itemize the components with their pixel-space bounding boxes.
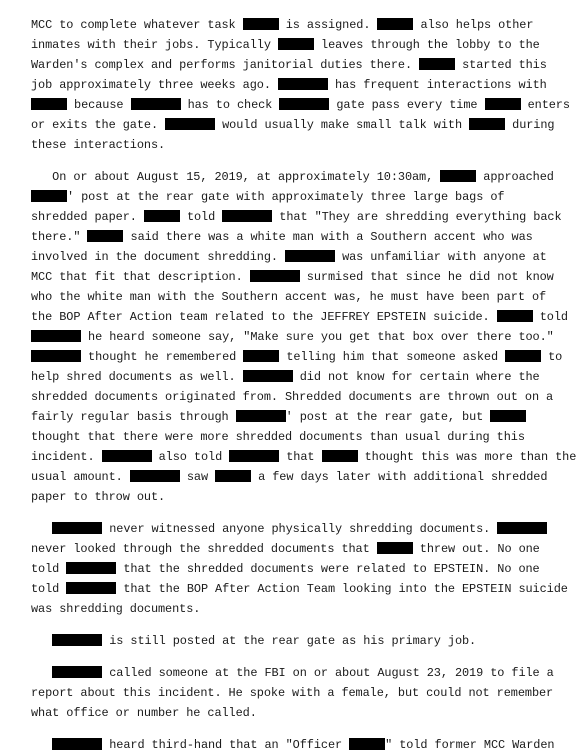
line-text: was unfamiliar with anyone at: [335, 250, 547, 264]
line-text: Warden's complex and performs janitorial duties there.: [31, 58, 420, 72]
text-line: [31, 519, 547, 539]
redaction-block: [250, 270, 300, 282]
line-text: telling him that someone asked: [279, 350, 506, 364]
redaction-block: [279, 98, 329, 110]
redaction-block: [31, 190, 67, 202]
line-text: job approximately three weeks ago.: [31, 78, 278, 92]
line-text: On or about August 15, 2019, at approximately 10:30am,: [31, 170, 441, 184]
text-line: [31, 599, 200, 619]
line-text: usual amount.: [31, 470, 130, 484]
line-text: thought this was more than the: [357, 450, 576, 464]
line-text: who the white man with the Southern accent was, he must have been part of: [31, 290, 547, 304]
text-line: [31, 15, 533, 35]
redaction-block: [243, 18, 279, 30]
text-line: [31, 35, 540, 55]
text-line: [31, 407, 526, 427]
redaction-block: [497, 522, 547, 534]
line-text: that "They are shredding everything back: [272, 210, 562, 224]
line-text: during: [505, 118, 555, 132]
line-text: shredded documents originated from. Shredded documents are thrown out on a: [31, 390, 554, 404]
redaction-block: [278, 38, 314, 50]
text-line: [31, 55, 547, 75]
text-line: [31, 135, 165, 155]
redaction-block: [130, 470, 180, 482]
line-text: fairly regular basis through: [31, 410, 236, 424]
line-text: thought that there were more shredded documents than usual during this: [31, 430, 525, 444]
line-text: there.": [31, 230, 88, 244]
text-line: [31, 247, 547, 267]
line-text: [31, 738, 52, 752]
redaction-block: [243, 350, 279, 362]
line-text: gate pass every time: [329, 98, 485, 112]
redaction-block: [278, 78, 328, 90]
redaction-block: [419, 58, 455, 70]
line-text: approached: [476, 170, 554, 184]
line-text: a few days later with additional shredded: [251, 470, 548, 484]
line-text: told: [31, 582, 67, 596]
line-text: was shredding documents.: [31, 602, 201, 616]
line-text: these interactions.: [31, 138, 166, 152]
redaction-block: [377, 542, 413, 554]
redaction-block: [144, 210, 180, 222]
redaction-block: [52, 522, 102, 534]
text-line: [31, 539, 540, 559]
text-line: [31, 347, 562, 367]
redaction-block: [222, 210, 272, 222]
line-text: he heard someone say, "Make sure you get that box over there too.": [81, 330, 554, 344]
redaction-block: [31, 350, 81, 362]
text-line: [31, 115, 554, 135]
line-text: started this: [455, 58, 547, 72]
line-text: that the shredded documents were related to EPSTEIN. No one: [116, 562, 540, 576]
line-text: told: [179, 210, 223, 224]
line-text: that the BOP After Action Team looking into the EPSTEIN suicide: [116, 582, 568, 596]
text-line: [31, 427, 525, 447]
redaction-block: [52, 666, 102, 678]
line-text: saw: [179, 470, 216, 484]
text-line: [31, 327, 554, 347]
line-text: inmates with their jobs. Typically: [31, 38, 278, 52]
redaction-block: [87, 230, 123, 242]
redaction-block: [215, 470, 251, 482]
line-text: leaves through the lobby to the: [313, 38, 540, 52]
line-text: MCC that fit that description.: [31, 270, 250, 284]
line-text: " told former MCC Warden: [385, 738, 555, 752]
redaction-block: [243, 370, 293, 382]
text-line: [31, 75, 547, 95]
text-line: [31, 95, 570, 115]
text-line: [31, 559, 540, 579]
redaction-block: [52, 634, 102, 646]
line-text: surmised that since he did not know: [299, 270, 554, 284]
text-line: [31, 367, 540, 387]
text-line: [31, 703, 257, 723]
redaction-block: [66, 582, 116, 594]
line-text: is assigned.: [278, 18, 378, 32]
line-text: ' post at the rear gate, but: [285, 410, 491, 424]
line-text: that: [279, 450, 322, 464]
redaction-block: [165, 118, 215, 130]
line-text: ' post at the rear gate with approximately three large bags of: [67, 190, 505, 204]
line-text: threw out. No one: [412, 542, 540, 556]
line-text: never witnessed anyone physically shredding documents.: [102, 522, 498, 536]
redaction-block: [469, 118, 505, 130]
line-text: the BOP After Action team related to the JEFFREY EPSTEIN suicide.: [31, 310, 497, 324]
text-line: [31, 387, 553, 407]
line-text: told: [31, 562, 67, 576]
redaction-block: [31, 98, 67, 110]
redaction-block: [31, 330, 81, 342]
line-text: called someone at the FBI on or about August 23, 2019 to file a: [102, 666, 554, 680]
text-line: [31, 579, 568, 599]
redaction-block: [485, 98, 521, 110]
line-text: enters: [520, 98, 570, 112]
redaction-block: [440, 170, 476, 182]
redaction-block: [349, 738, 385, 750]
line-text: [31, 522, 52, 536]
redaction-block: [490, 410, 526, 422]
text-line: [31, 307, 568, 327]
line-text: did not know for certain where the: [292, 370, 540, 384]
line-text: has to check: [180, 98, 280, 112]
text-line: [31, 227, 533, 247]
redaction-block: [497, 310, 533, 322]
line-text: because: [67, 98, 131, 112]
text-line: [31, 267, 554, 287]
line-text: [31, 666, 52, 680]
line-text: what office or number he called.: [31, 706, 257, 720]
text-line: [31, 631, 476, 651]
redaction-block: [66, 562, 116, 574]
text-line: [31, 167, 554, 187]
line-text: said there was a white man with a Southern accent who was: [123, 230, 533, 244]
redaction-block: [236, 410, 286, 422]
line-text: or exits the gate.: [31, 118, 166, 132]
text-line: [31, 187, 504, 207]
line-text: shredded paper.: [31, 210, 144, 224]
text-line: [31, 287, 546, 307]
text-line: [31, 487, 165, 507]
line-text: incident.: [31, 450, 102, 464]
text-line: [31, 447, 576, 467]
line-text: told: [532, 310, 568, 324]
text-line: [31, 207, 562, 227]
line-text: heard third-hand that an "Officer: [102, 738, 350, 752]
line-text: MCC to complete whatever task: [31, 18, 243, 32]
line-text: has frequent interactions with: [327, 78, 547, 92]
line-text: paper to throw out.: [31, 490, 166, 504]
redaction-block: [131, 98, 181, 110]
line-text: [31, 634, 52, 648]
text-line: [31, 663, 554, 683]
text-line: [31, 467, 547, 487]
line-text: would usually make small talk with: [215, 118, 470, 132]
redaction-block: [102, 450, 152, 462]
line-text: also told: [151, 450, 230, 464]
redaction-block: [285, 250, 335, 262]
text-line: [31, 735, 554, 755]
line-text: report about this incident. He spoke with a female, but could not remember: [31, 686, 554, 700]
redaction-block: [505, 350, 541, 362]
line-text: to: [541, 350, 563, 364]
redaction-block: [377, 18, 413, 30]
redaction-block: [322, 450, 358, 462]
redaction-block: [229, 450, 279, 462]
line-text: also helps other: [413, 18, 534, 32]
line-text: is still posted at the rear gate as his primary job.: [102, 634, 477, 648]
line-text: thought he remembered: [81, 350, 244, 364]
redaction-block: [52, 738, 102, 750]
text-line: [31, 683, 553, 703]
line-text: help shred documents as well.: [31, 370, 243, 384]
line-text: involved in the document shredding.: [31, 250, 286, 264]
line-text: never looked through the shredded documents that: [31, 542, 377, 556]
